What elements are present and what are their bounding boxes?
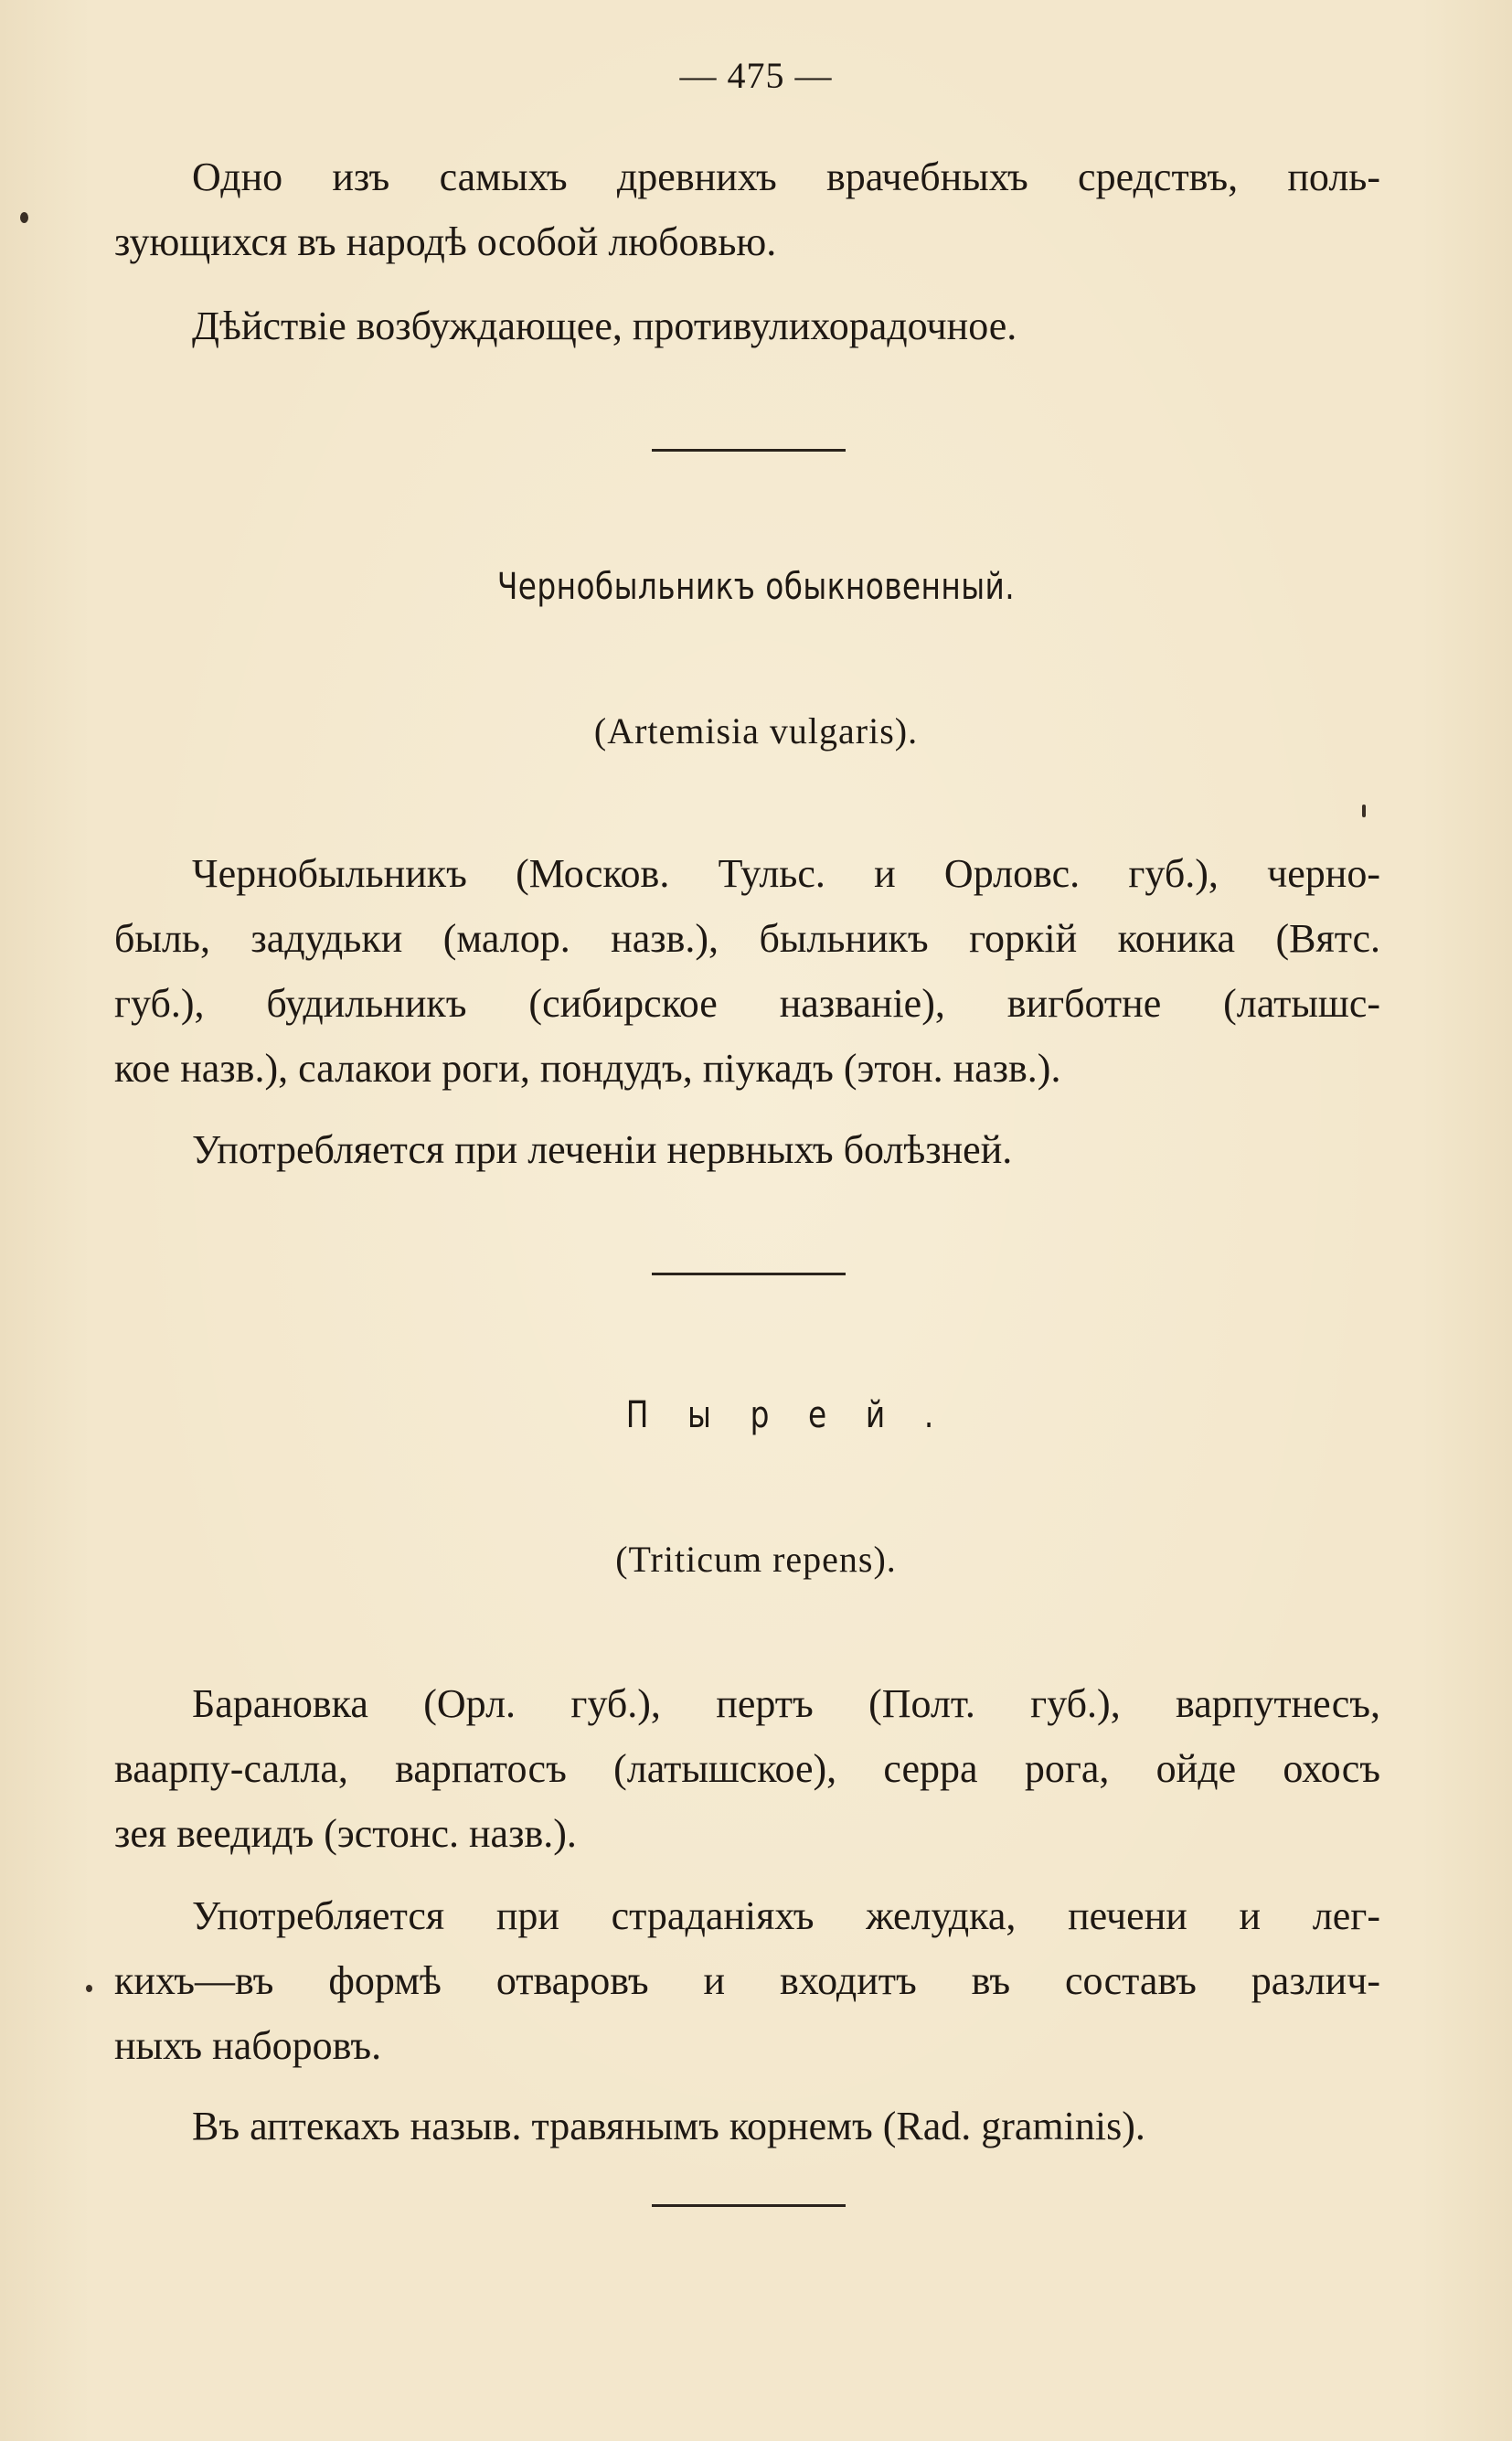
page-number: — 475 — [679,55,833,96]
couchgrass-names-line-2: ваарпу-салла, варпатосъ (латышское), серра рога, ойде охосъ [114,1746,1380,1791]
intro-action: Дѣйствіе возбуждающее, противулихорадочное. [192,304,1017,348]
couchgrass-title: Пырей. [625,1394,973,1436]
couchgrass-usage-line-2: кихъ—въ формѣ отваровъ и входитъ въ составъ различ- [114,1958,1380,2003]
ink-speck [1362,805,1366,817]
couchgrass-pharmacy-name: Въ аптекахъ назыв. травянымъ корнемъ (Rad. graminis). [192,2104,1145,2148]
couchgrass-usage-line-3: ныхъ наборовъ. [114,2023,382,2068]
couchgrass-names-line-3: зея веедидъ (эстонс. назв.). [114,1811,577,1856]
couchgrass-latin-name: (Triticum repens). [615,1539,897,1580]
section-divider-2 [652,1273,846,1275]
wormwood-names-line-4: кое назв.), салакои роги, пондудъ, піукадъ (этон. назв.). [114,1046,1061,1091]
section-divider-1 [652,449,846,452]
ink-speck [20,212,28,223]
wormwood-latin-name: (Artemisia vulgaris). [593,710,919,751]
ink-speck [86,1985,92,1992]
wormwood-names-line-3: губ.), будильникъ (сибирское названіе), вигботне (латышс- [114,981,1380,1026]
wormwood-names-line-2: быль, задудьки (малор. назв.), быльникъ горкій коника (Вятс. [114,916,1380,961]
intro-line-2: зующихся въ народѣ особой любовью. [114,219,777,264]
wormwood-names-line-1: Чернобыльникъ (Москов. Тульс. и Орловс. губ.), черно- [192,851,1380,896]
wormwood-title: Чернобыльникъ обыкновенный. [496,566,1016,608]
section-divider-3 [652,2204,846,2207]
intro-line-1: Одно изъ самыхъ древнихъ врачебныхъ средствъ, поль- [192,155,1380,199]
couchgrass-names-line-1: Барановка (Орл. губ.), пертъ (Полт. губ.), варпутнесъ, [192,1681,1380,1726]
wormwood-usage: Употребляется при леченіи нервныхъ болѣзней. [192,1127,1013,1172]
couchgrass-usage-line-1: Употребляется при страданіяхъ желудка, печени и лег- [192,1893,1380,1938]
